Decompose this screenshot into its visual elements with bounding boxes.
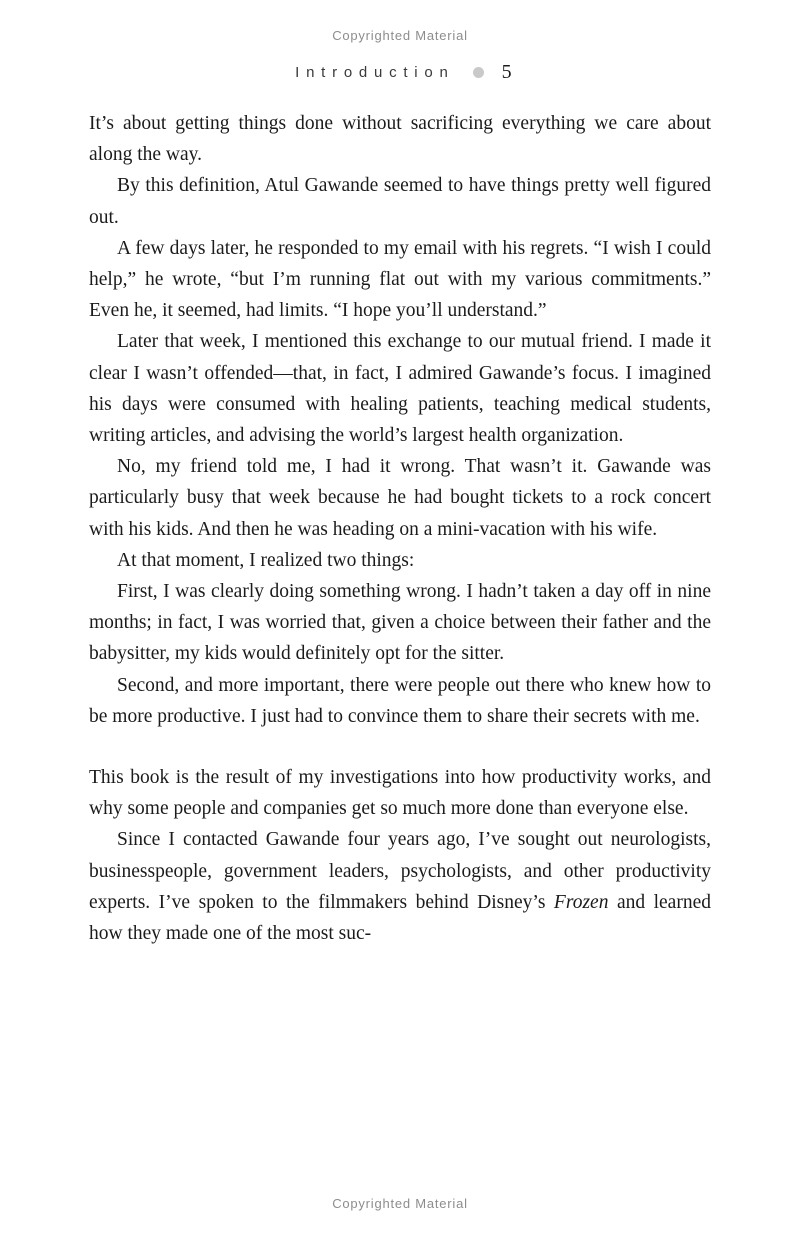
italic-text: Frozen (553, 891, 609, 913)
text-segment: No, my friend told me, I had it wrong. That wasn’t it. Gawande was particularly busy that week because he had bought tickets to a rock concert with his kids. And then he was heading on a mini-vacation with his wife. (89, 456, 711, 540)
paragraph (89, 170, 711, 232)
running-head (0, 61, 800, 84)
paragraph (89, 451, 711, 545)
paragraph (89, 670, 711, 732)
paragraph (89, 545, 711, 576)
paragraph (89, 326, 711, 451)
text-segment: It’s about getting things done without sacrificing everything we care about along the way. (89, 113, 711, 166)
paragraph (89, 108, 711, 170)
page-number: 5 (501, 61, 512, 83)
text-segment: A few days later, he responded to my email with his regrets. “I wish I could help,” he wrote, “but I’m running flat out with my various commitments.” Even he, it seemed, had limits. “I hope you’ll understand.” (89, 237, 711, 322)
paragraph (89, 824, 711, 949)
text-segment: By this definition, Atul Gawande seemed to have things pretty well figured out. (89, 175, 711, 228)
page-body (89, 108, 711, 949)
paragraph (89, 762, 711, 824)
bottom-copyright-notice: Copyrighted Material (332, 1196, 468, 1211)
top-copyright-notice: Copyrighted Material (332, 28, 468, 43)
paragraph (89, 233, 711, 327)
text-segment: At that moment, I realized two things: (117, 549, 415, 571)
text-segment: and learned how they made one of the most suc- (89, 891, 711, 945)
chapter-title: Introduction (295, 64, 455, 81)
text-segment: This book is the result of my investigations into how productivity works, and why some people and companies get so much more done than everyone else. (89, 767, 711, 820)
paragraph (89, 576, 711, 670)
text-segment: Since I contacted Gawande four years ago, I’ve sought out neurologists, businesspeople, government leaders, psychologists, and other productivity experts. I’ve spoken to the filmmakers behind Disney’s (89, 829, 711, 913)
text-segment: Second, and more important, there were people out there who knew how to be more productive. I just had to convince them to share their secrets with me. (89, 674, 711, 727)
text-segment: First, I was clearly doing something wrong. I hadn’t taken a day off in nine months; in fact, I was worried that, given a choice between their father and the babysitter, my kids would definitely opt for the sitter. (89, 581, 711, 665)
text-segment: Later that week, I mentioned this exchange to our mutual friend. I made it clear I wasn’t offended—that, in fact, I admired Gawande’s focus. I imagined his days were consumed with healing patients, teaching medical students, writing articles, and advising the world’s largest health organization. (89, 331, 711, 447)
dot-separator-icon (473, 67, 484, 78)
